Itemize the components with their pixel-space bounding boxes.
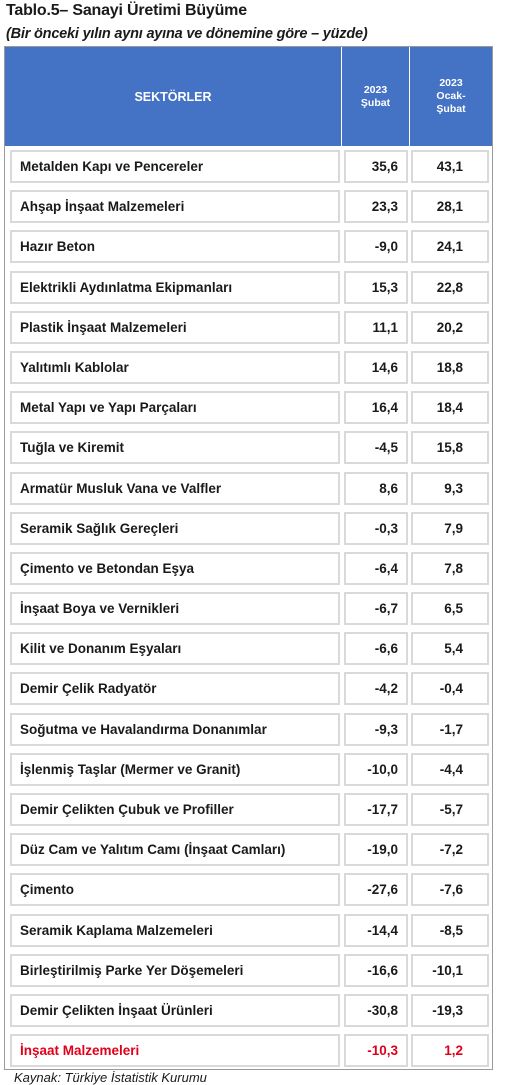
value-2023-subat: -6,7: [344, 592, 408, 625]
value-2023-ocak-subat: -7,2: [411, 833, 489, 866]
value-2023-ocak-subat: 18,8: [411, 351, 489, 384]
value-2023-ocak-subat: -0,4: [411, 672, 489, 705]
sector-cell: Yalıtımlı Kablolar: [10, 351, 340, 384]
table-row: [5, 226, 492, 266]
value-2023-ocak-subat: 6,5: [411, 592, 489, 625]
value-2023-ocak-subat: -10,1: [411, 954, 489, 987]
value-2023-ocak-subat: 20,2: [411, 311, 489, 344]
total-row: [5, 1030, 492, 1070]
value-2023-ocak-subat: 18,4: [411, 391, 489, 424]
sector-cell: İnşaat Malzemeleri: [10, 1034, 340, 1067]
value-2023-subat: -6,4: [344, 552, 408, 585]
sector-cell: Seramik Kaplama Malzemeleri: [10, 914, 340, 947]
table-row: [5, 468, 492, 508]
table-row: [5, 146, 492, 186]
table-row: [5, 548, 492, 588]
value-2023-ocak-subat: 5,4: [411, 632, 489, 665]
table-row: [5, 749, 492, 789]
sector-cell: Kilit ve Donanım Eşyaları: [10, 632, 340, 665]
table-row: [5, 588, 492, 628]
value-2023-ocak-subat: -5,7: [411, 793, 489, 826]
table-row: [5, 267, 492, 307]
value-2023-subat: -0,3: [344, 512, 408, 545]
table-subtitle: (Bir önceki yılın aynı ayına ve dönemine göre – yüzde): [6, 26, 368, 42]
value-2023-ocak-subat: 43,1: [411, 150, 489, 183]
value-2023-subat: 35,6: [344, 150, 408, 183]
table-row: [5, 869, 492, 909]
value-2023-ocak-subat: -7,6: [411, 873, 489, 906]
value-2023-subat: -17,7: [344, 793, 408, 826]
table-row: [5, 186, 492, 226]
value-2023-subat: -9,3: [344, 713, 408, 746]
sector-cell: Metal Yapı ve Yapı Parçaları: [10, 391, 340, 424]
sector-cell: Hazır Beton: [10, 230, 340, 263]
table-header: [5, 47, 492, 146]
table-row: [5, 829, 492, 869]
table-row: [5, 628, 492, 668]
table-row: [5, 427, 492, 467]
header-2023-ocak-subat: 2023 Ocak- Şubat: [409, 47, 492, 146]
value-2023-ocak-subat: 15,8: [411, 431, 489, 464]
sector-cell: Çimento: [10, 873, 340, 906]
table-row: [5, 709, 492, 749]
value-2023-subat: 23,3: [344, 190, 408, 223]
sector-cell: Soğutma ve Havalandırma Donanımlar: [10, 713, 340, 746]
sector-cell: Metalden Kapı ve Pencereler: [10, 150, 340, 183]
sector-cell: İnşaat Boya ve Vernikleri: [10, 592, 340, 625]
value-2023-ocak-subat: -1,7: [411, 713, 489, 746]
value-2023-ocak-subat: 7,8: [411, 552, 489, 585]
value-2023-subat: -4,5: [344, 431, 408, 464]
value-2023-ocak-subat: 7,9: [411, 512, 489, 545]
value-2023-ocak-subat: 1,2: [411, 1034, 489, 1067]
sector-cell: İşlenmiş Taşlar (Mermer ve Granit): [10, 753, 340, 786]
sector-cell: Demir Çelikten İnşaat Ürünleri: [10, 994, 340, 1027]
value-2023-ocak-subat: 9,3: [411, 472, 489, 505]
value-2023-ocak-subat: 24,1: [411, 230, 489, 263]
table-row: [5, 347, 492, 387]
value-2023-subat: -14,4: [344, 914, 408, 947]
table-title: Tablo.5– Sanayi Üretimi Büyüme: [6, 2, 247, 19]
table-body: [5, 146, 492, 1070]
value-2023-subat: 15,3: [344, 271, 408, 304]
value-2023-subat: -10,3: [344, 1034, 408, 1067]
sector-cell: Seramik Sağlık Gereçleri: [10, 512, 340, 545]
value-2023-subat: -10,0: [344, 753, 408, 786]
value-2023-subat: -6,6: [344, 632, 408, 665]
table-row: [5, 668, 492, 708]
growth-table: [4, 46, 493, 1070]
value-2023-ocak-subat: -8,5: [411, 914, 489, 947]
value-2023-ocak-subat: 22,8: [411, 271, 489, 304]
sector-cell: Ahşap İnşaat Malzemeleri: [10, 190, 340, 223]
value-2023-subat: -19,0: [344, 833, 408, 866]
header-sector: SEKTÖRLER: [134, 89, 212, 104]
value-2023-ocak-subat: -19,3: [411, 994, 489, 1027]
value-2023-subat: -27,6: [344, 873, 408, 906]
sector-cell: Birleştirilmiş Parke Yer Döşemeleri: [10, 954, 340, 987]
table-row: [5, 508, 492, 548]
value-2023-subat: 11,1: [344, 311, 408, 344]
value-2023-subat: -4,2: [344, 672, 408, 705]
sector-cell: Plastik İnşaat Malzemeleri: [10, 311, 340, 344]
value-2023-ocak-subat: -4,4: [411, 753, 489, 786]
sector-cell: Armatür Musluk Vana ve Valfler: [10, 472, 340, 505]
table-row: [5, 910, 492, 950]
value-2023-subat: -30,8: [344, 994, 408, 1027]
sector-cell: Demir Çelik Radyatör: [10, 672, 340, 705]
value-2023-subat: -9,0: [344, 230, 408, 263]
table-row: [5, 387, 492, 427]
table-row: [5, 789, 492, 829]
sector-cell: Düz Cam ve Yalıtım Camı (İnşaat Camları): [10, 833, 340, 866]
value-2023-subat: 8,6: [344, 472, 408, 505]
sector-cell: Tuğla ve Kiremit: [10, 431, 340, 464]
sector-cell: Demir Çelikten Çubuk ve Profiller: [10, 793, 340, 826]
value-2023-subat: 16,4: [344, 391, 408, 424]
table-row: [5, 990, 492, 1030]
value-2023-subat: -16,6: [344, 954, 408, 987]
source-note: Kaynak: Türkiye İstatistik Kurumu: [14, 1070, 207, 1085]
sector-cell: Çimento ve Betondan Eşya: [10, 552, 340, 585]
sector-cell: Elektrikli Aydınlatma Ekipmanları: [10, 271, 340, 304]
header-2023-subat: 2023 Şubat: [341, 47, 409, 146]
table-row: [5, 950, 492, 990]
table-row: [5, 307, 492, 347]
value-2023-subat: 14,6: [344, 351, 408, 384]
value-2023-ocak-subat: 28,1: [411, 190, 489, 223]
